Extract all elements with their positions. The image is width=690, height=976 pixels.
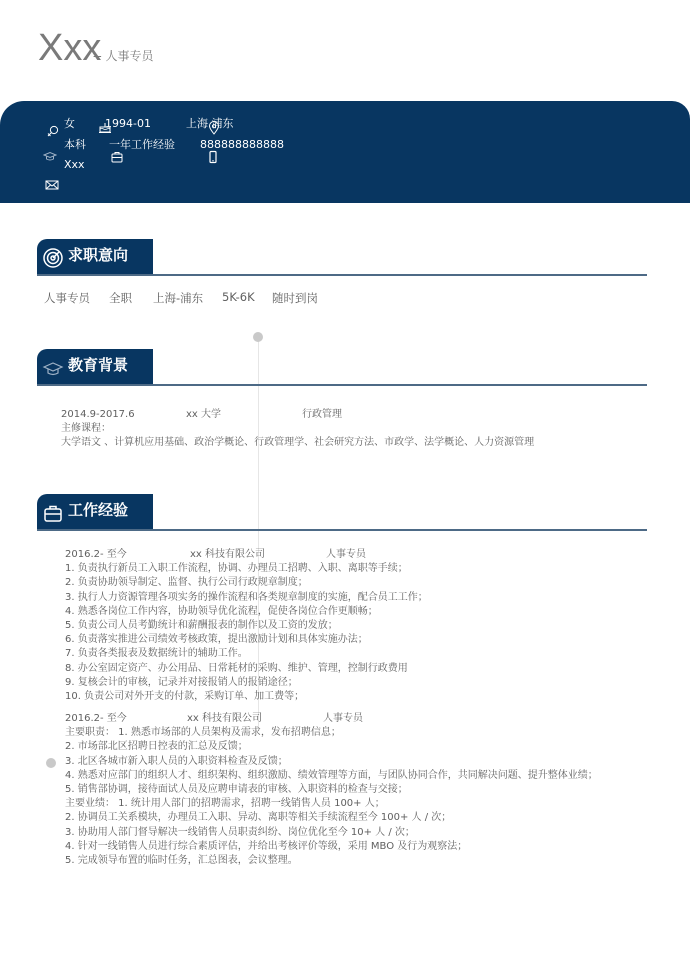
candidate-subtitle: -- 人事专员 bbox=[93, 49, 154, 63]
job-achievement: 5. 完成领导布置的临时任务，汇总图表，会议整理。 bbox=[65, 855, 298, 867]
edu-courses-label: 主修课程： bbox=[61, 423, 111, 434]
job-duty: 7. 负责各类报表及数据统计的辅助工作。 bbox=[65, 648, 248, 660]
target-icon bbox=[42, 247, 64, 269]
job-achievement: 4. 针对一线销售人员进行综合素质评估，并给出考核评价等级，采用 MBO 及行为观察法； bbox=[65, 840, 468, 852]
phone-value: 888888888888 bbox=[200, 138, 284, 151]
intent-position: 人事专员 bbox=[44, 291, 90, 305]
birth-value: 1994-01 bbox=[105, 117, 151, 130]
section-header-work bbox=[37, 494, 647, 530]
section-header-education bbox=[37, 349, 647, 385]
job-position: 人事专员 bbox=[326, 549, 366, 560]
candidate-name: Xxx bbox=[38, 27, 102, 69]
section-title: 教育背景 bbox=[68, 356, 129, 374]
job-duty: 8. 办公室固定资产、办公用品、日常耗材的采购、维护、管理，控制行政费用 bbox=[65, 662, 408, 674]
location-pin-icon bbox=[207, 121, 221, 135]
intent-salary: 5K-6K bbox=[222, 290, 255, 304]
profile-banner bbox=[0, 101, 690, 203]
job-entry bbox=[65, 548, 428, 704]
job-duty: 5. 销售部协调，接待面试人员及应聘申请表的审核、入职资料的检查与交接； bbox=[65, 784, 408, 795]
job-duty: 4. 熟悉各岗位工作内容，协助领导优化流程，促使各岗位合作更顺畅； bbox=[65, 605, 378, 617]
edu-major: 行政管理 bbox=[302, 409, 342, 420]
section-title: 求职意向 bbox=[68, 246, 129, 264]
intent-availability: 随时到岗 bbox=[272, 291, 318, 305]
job-position: 人事专员 bbox=[323, 713, 363, 724]
envelope-icon bbox=[45, 178, 59, 192]
job-duty: 6. 负责落实推进公司绩效考核政策，提出激励计划和具体实施办法； bbox=[65, 634, 368, 646]
job-duty: 1. 负责执行新员工入职工作流程，协调、办理员工招聘、入职、离职等手续； bbox=[65, 563, 408, 575]
degree-value: 本科 bbox=[64, 138, 86, 151]
mobile-phone-icon bbox=[206, 150, 220, 164]
school-value: Xxx bbox=[64, 158, 85, 171]
job-achievement: 3. 协助用人部门督导解决一线销售人员职责纠纷、岗位优化至今 10+ 人 / 次； bbox=[65, 826, 415, 838]
section-divider bbox=[37, 274, 647, 276]
section-title: 工作经验 bbox=[68, 501, 129, 519]
section-header-intent bbox=[37, 239, 647, 275]
section-divider bbox=[37, 529, 647, 531]
job-period: 2016.2- 至今 bbox=[65, 713, 127, 724]
location-value: 上海 浦东 bbox=[186, 117, 234, 130]
job-duty: 4. 熟悉对应部门的组织人才、组织架构、组织激励、绩效管理等方面，与团队协同合作，共同解决问题、提升整体业绩； bbox=[65, 769, 598, 781]
section-divider bbox=[37, 384, 647, 386]
timeline-dot bbox=[253, 332, 263, 342]
job-achievement: 主要业绩： 1. 统计用人部门的招聘需求，招聘一线销售人员 100+ 人； bbox=[65, 798, 385, 810]
edu-school: xx 大学 bbox=[186, 409, 222, 420]
job-entry bbox=[65, 712, 598, 868]
briefcase-icon bbox=[42, 502, 64, 524]
job-achievement: 2. 协调员工关系模块，办理员工入职、异动、离职等相关手续流程至今 100+ 人 / 次； bbox=[65, 812, 452, 824]
job-header bbox=[65, 548, 428, 562]
edu-period: 2014.9-2017.6 bbox=[61, 409, 135, 420]
timeline-dot bbox=[46, 758, 56, 768]
female-icon bbox=[46, 124, 60, 138]
intent-location: 上海-浦东 bbox=[153, 291, 204, 305]
job-company: xx 科技有限公司 bbox=[187, 713, 263, 724]
briefcase-icon bbox=[110, 150, 124, 164]
job-duty: 10. 负责公司对外开支的付款，采购订单、加工费等； bbox=[65, 691, 305, 703]
experience-value: 一年工作经验 bbox=[109, 138, 175, 151]
job-duty: 2. 市场部北区招聘日控表的汇总及反馈； bbox=[65, 741, 248, 753]
graduation-cap-icon bbox=[43, 150, 57, 164]
intent-type: 全职 bbox=[109, 291, 132, 305]
job-duty: 主要职责： 1. 熟悉市场部的人员架构及需求，发布招聘信息； bbox=[65, 727, 341, 739]
job-company: xx 科技有限公司 bbox=[190, 549, 266, 560]
job-period: 2016.2- 至今 bbox=[65, 549, 127, 560]
job-duty: 2. 负责协助领导制定、监督、执行公司行政规章制度； bbox=[65, 577, 308, 589]
gender-value: 女 bbox=[64, 117, 75, 130]
job-duty: 9. 复核会计的审核，记录并对接报销人的报销途径； bbox=[65, 676, 298, 688]
graduation-cap-icon bbox=[42, 357, 64, 379]
job-duty: 3. 北区各城市新入职人员的入职资料检查及反馈； bbox=[65, 755, 288, 767]
job-duty: 5. 负责公司人员考勤统计和薪酬报表的制作以及工资的发放； bbox=[65, 620, 338, 631]
job-duty: 3. 执行人力资源管理各项实务的操作流程和各类规章制度的实施，配合员工工作； bbox=[65, 591, 428, 603]
edu-courses: 大学语文 、计算机应用基础、政治学概论、行政管理学、社会研究方法、市政学、法学概论、人力资源管理 bbox=[61, 437, 535, 448]
job-header bbox=[65, 712, 598, 726]
